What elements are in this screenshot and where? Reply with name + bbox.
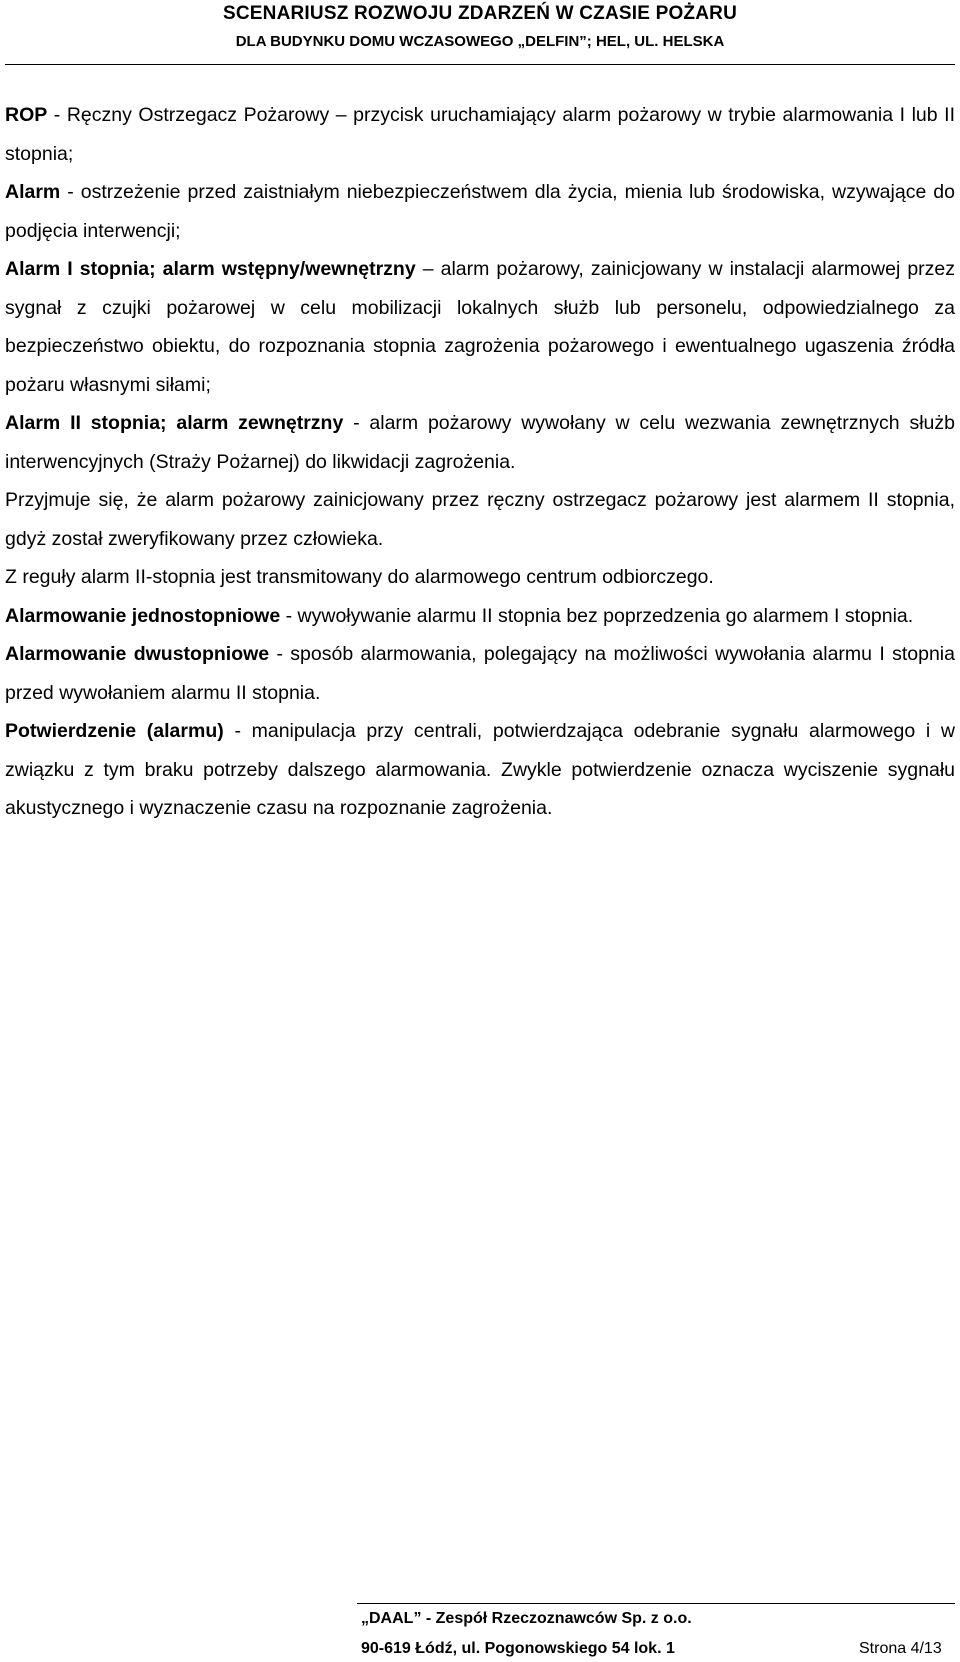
definition-rop — [5, 96, 955, 173]
definition-alarm-second-degree — [5, 404, 955, 481]
footer-address: 90-619 Łódź, ul. Pogonowskiego 54 lok. 1 — [361, 1640, 675, 1657]
definition-text: – alarm pożarowy, zainicjowany w instalacji alarmowej przez sygnał z czujki pożarowej w celu mobilizacji lokalnych służb lub personelu, odpowiedzialnego za bezpieczeństwo obiektu, do rozpoznania stopnia zagrożenia pożarowego i ewentualnego ugaszenia źródła pożaru własnymi siłami; — [5, 258, 956, 396]
paragraph-transmission-rule — [5, 558, 955, 597]
document-subtitle: DLA BUDYNKU DOMU WCZASOWEGO „DELFIN”; HEL, UL. HELSKA — [235, 33, 725, 50]
footer-company-name: „DAAL” - Zespół Rzeczoznawców Sp. z o.o. — [361, 1610, 692, 1627]
paragraph-text: Przyjmuje się, że alarm pożarowy zainicjowany przez ręczny ostrzegacz pożarowy jest alarmem II stopnia, gdyż został zweryfikowany przez człowieka. — [5, 489, 955, 550]
footer-divider — [357, 1603, 955, 1604]
definition-two-stage-alarming — [5, 635, 955, 712]
definition-term: Alarm II stopnia; alarm zewnętrzny — [5, 412, 344, 434]
definitions-section — [5, 96, 955, 828]
definition-term: Alarm — [5, 181, 61, 203]
definition-alarm-first-degree — [5, 250, 955, 404]
definition-text: - sposób alarmowania, polegający na możliwości wywołania alarmu I stopnia przed wywołaniem alarmu II stopnia. — [5, 643, 955, 704]
definition-alarm-acknowledgement — [5, 712, 955, 828]
definition-term: Alarm I stopnia; alarm wstępny/wewnętrzny — [5, 258, 416, 280]
definition-text: - ostrzeżenie przed zaistniałym niebezpieczeństwem dla życia, mienia lub środowiska, wzywające do podjęcia interwencji; — [5, 181, 955, 242]
paragraph-text: Z reguły alarm II-stopnia jest transmitowany do alarmowego centrum odbiorczego. — [5, 566, 714, 588]
page-number: Strona 4/13 — [859, 1640, 942, 1657]
definition-single-stage-alarming — [5, 597, 955, 636]
definition-text: - manipulacja przy centrali, potwierdzająca odebranie sygnału alarmowego i w związku z tym braku potrzeby dalszego alarmowania. Zwykle potwierdzenie oznacza wyciszenie sygnału akustycznego i wyznaczenie czasu na rozpoznanie zagrożenia. — [5, 720, 956, 819]
definition-term: ROP — [5, 104, 48, 126]
definition-text: - wywoływanie alarmu II stopnia bez poprzedzenia go alarmem I stopnia. — [280, 604, 914, 627]
definition-term: Alarmowanie jednostopniowe — [5, 604, 281, 627]
definition-alarm — [5, 173, 955, 250]
definition-text: - alarm pożarowy wywołany w celu wezwania zewnętrznych służb interwencyjnych (Straży Pożarnej) do likwidacji zagrożenia. — [5, 412, 955, 473]
document-title: SCENARIUSZ ROZWOJU ZDARZEŃ W CZASIE POŻARU — [222, 3, 737, 24]
paragraph-rop-assumption — [5, 481, 955, 558]
header-divider — [5, 64, 955, 65]
definition-text: - Ręczny Ostrzegacz Pożarowy – przycisk uruchamiający alarm pożarowy w trybie alarmowania I lub II stopnia; — [5, 104, 955, 165]
definition-term: Potwierdzenie (alarmu) — [5, 720, 224, 742]
definition-term: Alarmowanie dwustopniowe — [5, 643, 270, 665]
